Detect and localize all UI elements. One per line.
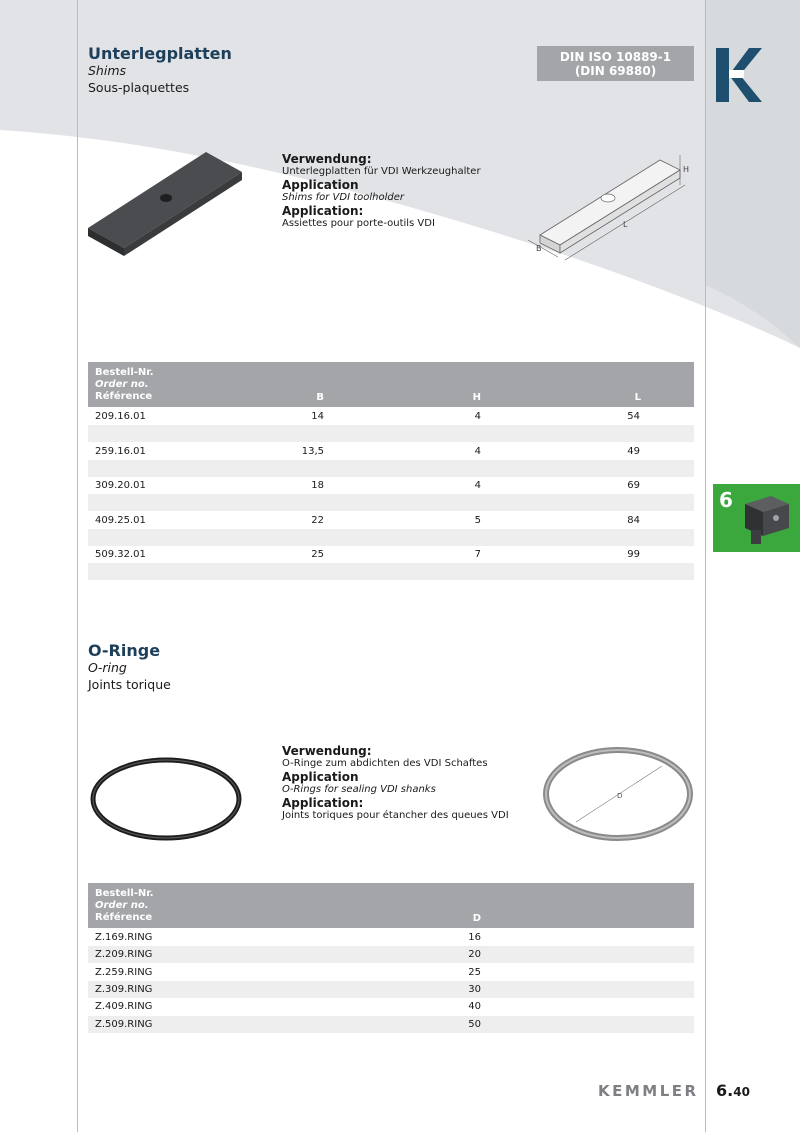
- table-cell-ref: 309.20.01: [95, 480, 146, 491]
- oring-photo: [88, 755, 244, 843]
- footer-brand: KEMMLER: [598, 1082, 699, 1100]
- header2-order-de: Bestell-Nr.: [95, 888, 154, 899]
- standard-badge: [537, 46, 694, 81]
- usage-en-text: Shims for VDI toolholder: [282, 192, 404, 203]
- kemmler-logo-icon: [716, 48, 762, 102]
- usage-fr-text: Assiettes pour porte-outils VDI: [282, 218, 435, 229]
- table-cell-l: 84: [627, 514, 640, 526]
- left-margin-line: [77, 0, 78, 1132]
- usage-de-text: Unterlegplatten für VDI Werkzeughalter: [282, 166, 481, 177]
- table-cell-ref: 509.32.01: [95, 549, 146, 560]
- table-cell-d: 25: [468, 966, 481, 978]
- page-number: [716, 1081, 750, 1100]
- header2-order-en: Order no.: [95, 900, 149, 911]
- table-cell-ref: Z.259.RING: [95, 966, 153, 978]
- oring-drawing: [540, 744, 696, 844]
- usage2-de-label: Verwendung:: [282, 744, 372, 758]
- right-margin-line: [705, 0, 706, 1132]
- header-col-l: L: [634, 392, 641, 403]
- section-title-shims: Unterlegplatten: [88, 44, 232, 63]
- drawing-label-b: B: [536, 244, 542, 253]
- header2-col-d: D: [472, 913, 481, 924]
- usage-fr-label: Application:: [282, 204, 364, 218]
- table-cell-b: 22: [311, 514, 324, 526]
- table-cell-h: 5: [474, 514, 481, 526]
- table-cell-l: 54: [627, 411, 640, 422]
- table-cell-ref: Z.509.RING: [95, 1018, 153, 1030]
- drawing-label-d: D: [617, 792, 623, 800]
- toolholder-icon: [735, 490, 795, 548]
- table-row-spacer: [88, 563, 694, 580]
- usage2-en-text: O-Rings for sealing VDI shanks: [282, 784, 436, 795]
- drawing-label-l: L: [623, 220, 628, 229]
- header2-order-fr: Référence: [95, 912, 153, 923]
- table-cell-d: 30: [468, 983, 481, 995]
- drawing-label-h: H: [683, 165, 690, 174]
- table-cell-h: 4: [474, 480, 481, 491]
- orings-table-header: [88, 883, 694, 928]
- section-subtitle-fr: Sous-plaquettes: [88, 80, 190, 95]
- table-row-spacer: [88, 494, 694, 511]
- table-cell-d: 50: [468, 1018, 481, 1030]
- usage2-en-label: Application: [282, 770, 359, 784]
- table-cell-ref: 409.25.01: [95, 514, 146, 526]
- table-cell-h: 7: [474, 549, 481, 560]
- table-cell-l: 99: [627, 549, 640, 560]
- table-cell-ref: Z.409.RING: [95, 1001, 153, 1013]
- standard-line-1: DIN ISO 10889-1: [559, 50, 672, 64]
- table-cell-l: 49: [627, 445, 640, 457]
- application-block-shims: [282, 152, 481, 230]
- shim-drawing: [520, 145, 700, 270]
- table-cell-b: 13,5: [301, 445, 324, 457]
- table-row-spacer: [88, 529, 694, 546]
- table-row-spacer: [88, 425, 694, 442]
- header-order-en: Order no.: [95, 379, 149, 390]
- shims-table-header: [88, 362, 694, 407]
- standard-line-2: (DIN 69880): [574, 64, 657, 78]
- table-cell-b: 18: [311, 480, 324, 491]
- page-number-major: 6.: [716, 1081, 734, 1100]
- chapter-number: 6: [719, 488, 733, 512]
- table-cell-h: 4: [474, 411, 481, 422]
- table-cell-ref: Z.309.RING: [95, 983, 153, 995]
- chapter-tab[interactable]: [713, 484, 800, 552]
- table-cell-b: 25: [311, 549, 324, 560]
- page-number-minor: 40: [733, 1085, 750, 1099]
- table-cell-ref: Z.169.RING: [95, 932, 153, 943]
- table-cell-d: 40: [468, 1001, 481, 1013]
- application-block-orings: [282, 744, 509, 822]
- table-cell-ref: 259.16.01: [95, 445, 146, 457]
- table-cell-d: 16: [468, 932, 481, 943]
- table-cell-l: 69: [627, 480, 640, 491]
- usage2-fr-label: Application:: [282, 796, 364, 810]
- header-order-de: Bestell-Nr.: [95, 367, 154, 378]
- usage2-de-text: O-Ringe zum abdichten des VDI Schaftes: [282, 758, 488, 769]
- section2-subtitle-fr: Joints torique: [88, 677, 171, 692]
- table-row-spacer: [88, 460, 694, 477]
- table-cell-ref: Z.209.RING: [95, 949, 153, 961]
- usage-de-label: Verwendung:: [282, 152, 372, 166]
- section2-subtitle-en: O-ring: [88, 660, 127, 675]
- table-cell-d: 20: [468, 949, 481, 961]
- header-col-b: B: [316, 392, 324, 403]
- usage2-fr-text: Joints toriques pour étancher des queues VDI: [282, 810, 509, 821]
- header-col-h: H: [472, 392, 481, 403]
- section-title-orings: O-Ringe: [88, 641, 161, 660]
- section-subtitle-en: Shims: [88, 63, 127, 78]
- shim-photo: [86, 150, 246, 260]
- table-cell-h: 4: [474, 445, 481, 457]
- table-cell-ref: 209.16.01: [95, 411, 146, 422]
- table-cell-b: 14: [311, 411, 324, 422]
- usage-en-label: Application: [282, 178, 359, 192]
- header-order-fr: Référence: [95, 391, 153, 402]
